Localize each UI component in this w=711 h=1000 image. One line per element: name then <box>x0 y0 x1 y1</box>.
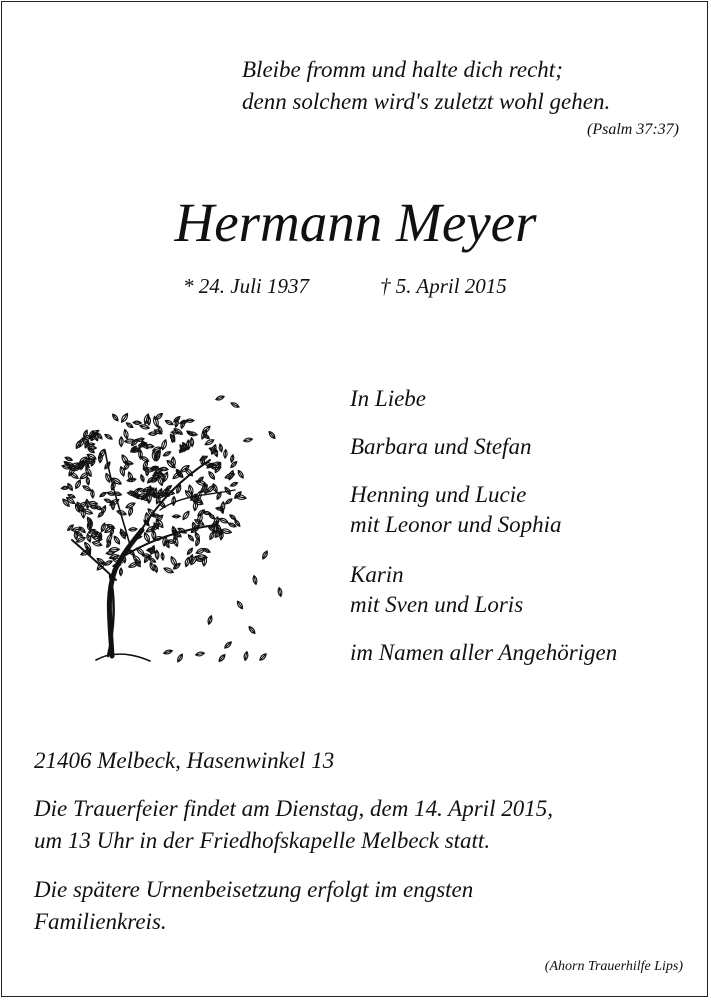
service-line-2: um 13 Uhr in der Friedhofskapelle Melbeck statt. <box>34 828 491 853</box>
burial-line-2: Familienkreis. <box>34 909 167 934</box>
mourners-group-1: Barbara und Stefan <box>350 434 532 459</box>
tree-leaves <box>61 412 246 576</box>
deceased-name: Hermann Meyer <box>174 192 537 253</box>
death-date: † 5. April 2015 <box>380 274 507 298</box>
burial-line-1: Die spätere Urnenbeisetzung erfolgt im engsten <box>34 877 474 902</box>
mourners-group-2-line-2: mit Leonor und Sophia <box>350 512 562 537</box>
motto-quote <box>242 54 610 118</box>
address: 21406 Melbeck, Hasenwinkel 13 <box>34 748 335 773</box>
service-line-1: Die Trauerfeier findet am Dienstag, dem 14. April 2015, <box>34 796 553 821</box>
mourners-intro: In Liebe <box>350 386 427 411</box>
motto-line-1: Bleibe fromm und halte dich recht; <box>242 57 563 82</box>
mourners-group-3-line-2: mit Sven und Loris <box>350 592 524 617</box>
motto-line-2: denn solchem wird's zuletzt wohl gehen. <box>242 89 611 114</box>
mourners-group-3-line-1: Karin <box>350 562 404 587</box>
mourners-group-2-line-1: Henning und Lucie <box>350 482 527 507</box>
mourners-closing: im Namen aller Angehörigen <box>350 640 618 665</box>
windswept-tree-illustration <box>50 380 290 670</box>
birth-date: * 24. Juli 1937 <box>183 274 309 298</box>
undertaker-credit: (Ahorn Trauerhilfe Lips) <box>544 959 683 974</box>
motto-source: (Psalm 37:37) <box>587 121 679 138</box>
